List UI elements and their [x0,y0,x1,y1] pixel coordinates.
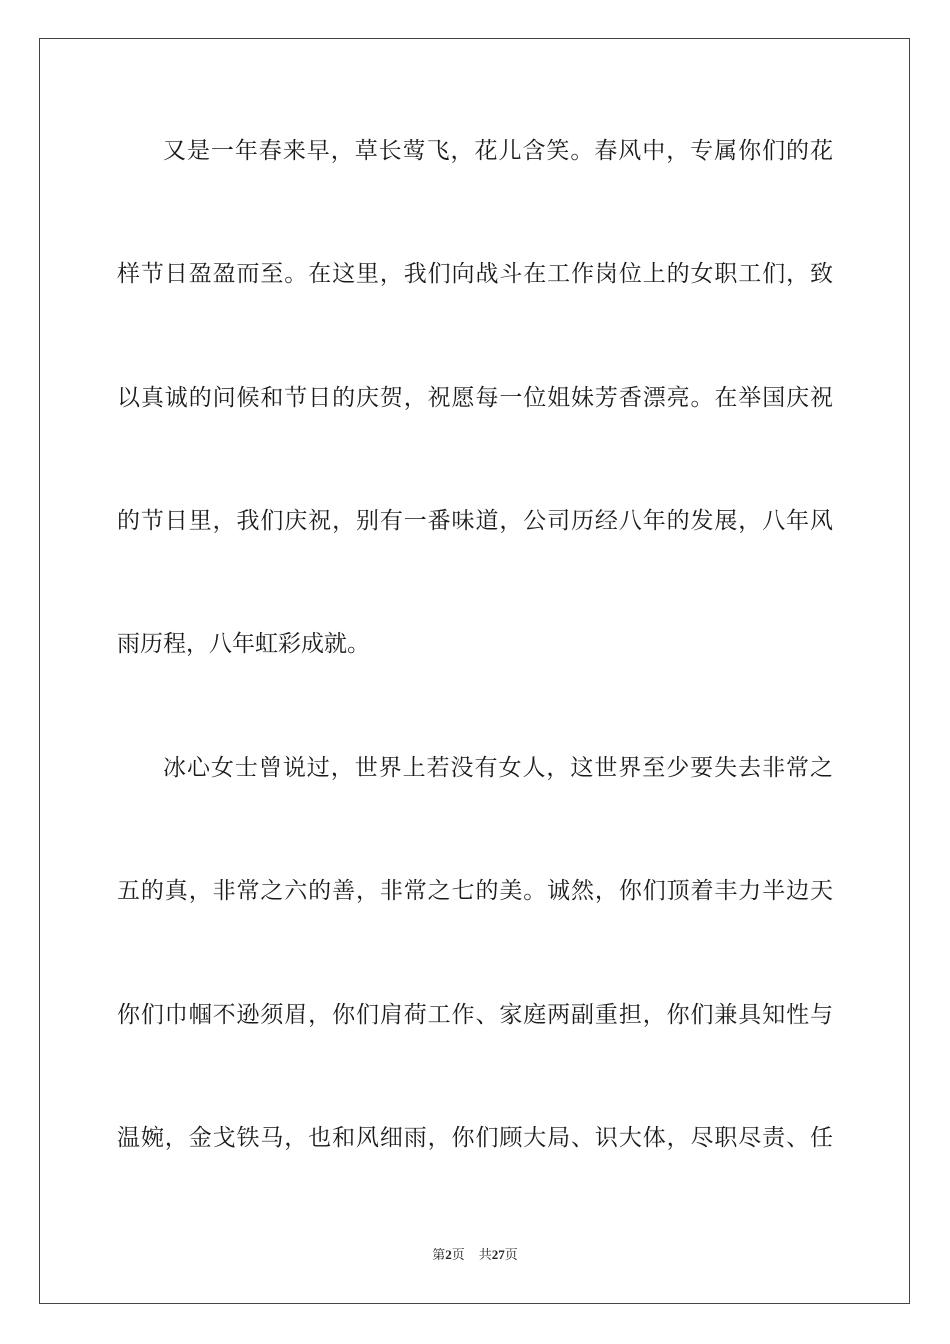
page-prefix: 第 [432,1248,446,1263]
page-footer [0,1245,950,1266]
paragraph-1-line-2: 样节日盈盈而至。在这里，我们向战斗在工作岗位上的女职工们，致 [117,261,833,287]
page-border [39,38,910,1304]
paragraph-1-line-1: 又是一年春来早，草长莺飞，花儿含笑。春风中，专属你们的花 [163,138,833,164]
total-suffix: 页 [504,1248,518,1263]
paragraph-1-line-3: 以真诚的问候和节日的庆贺，祝愿每一位姐妹芳香漂亮。在举国庆祝 [117,385,833,411]
page-suffix: 页 [451,1248,465,1263]
paragraph-2-line-1: 冰心女士曾说过，世界上若没有女人，这世界至少要失去非常之 [163,755,833,781]
paragraph-2-line-4: 温婉，金戈铁马，也和风细雨，你们顾大局、识大体，尽职尽责、任 [117,1125,833,1151]
total-prefix: 共 [478,1248,492,1263]
page-number: 2 [445,1247,452,1262]
paragraph-2-line-2: 五的真，非常之六的善，非常之七的美。诚然，你们顶着丰力半边天 [117,878,833,904]
paragraph-1-line-5: 雨历程，八年虹彩成就。 [117,631,370,657]
paragraph-2-line-3: 你们巾帼不逊须眉，你们肩荷工作、家庭两副重担，你们兼具知性与 [117,1002,833,1028]
paragraph-1-line-4: 的节日里，我们庆祝，别有一番味道，公司历经八年的发展，八年风 [117,508,833,534]
total-pages: 27 [491,1247,505,1262]
